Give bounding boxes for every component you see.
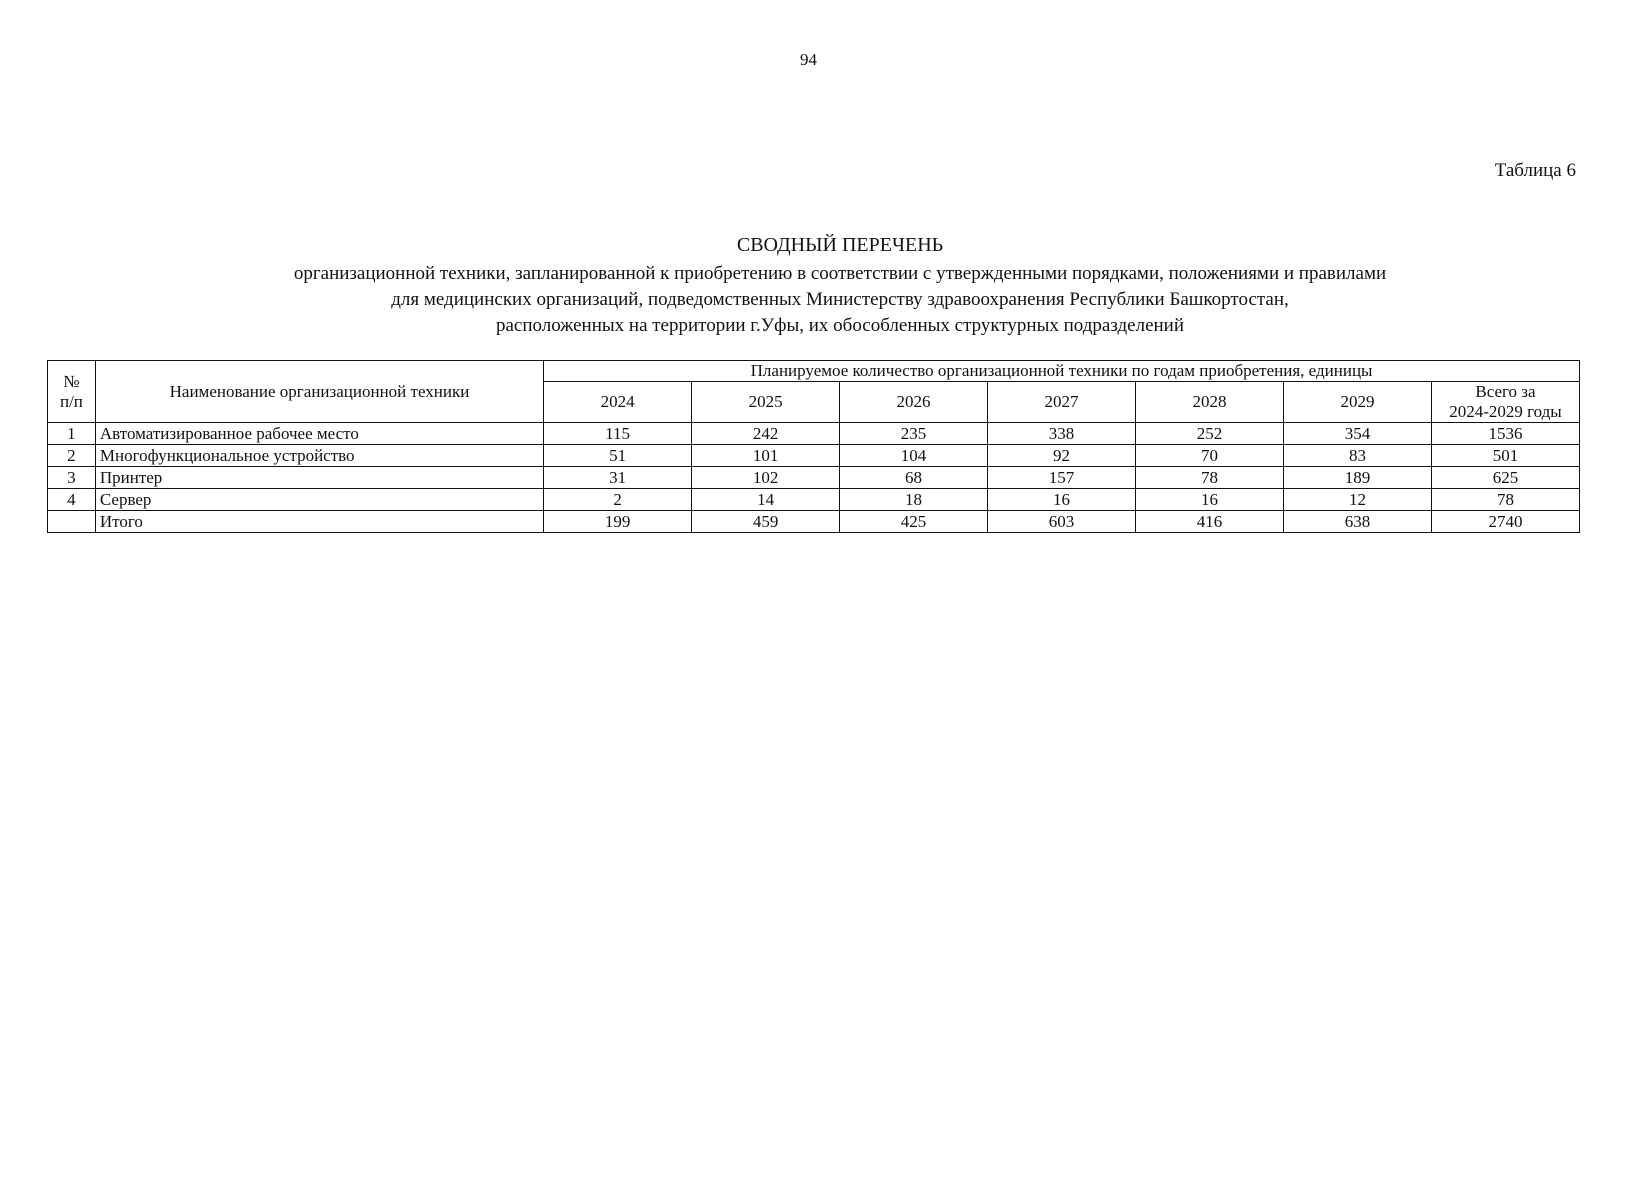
row-year-value: 70 [1136,445,1284,467]
header-year: 2026 [840,382,988,423]
row-year-value: 157 [988,467,1136,489]
header-number-line-1: № [63,371,80,391]
row-equipment-name: Сервер [95,489,543,511]
row-total-value: 2740 [1431,511,1579,533]
table-total-row [48,511,1580,533]
row-year-value: 51 [544,445,692,467]
header-total-line-2: 2024-2029 годы [1449,402,1562,421]
row-equipment-name: Автоматизированное рабочее место [95,423,543,445]
header-year: 2027 [988,382,1136,423]
row-total-value: 78 [1431,489,1579,511]
row-year-value: 242 [692,423,840,445]
row-year-value: 252 [1136,423,1284,445]
equipment-summary-table [47,360,1580,533]
header-planned-quantity: Планируемое количество организационной техники по годам приобретения, единицы [544,361,1580,382]
row-year-value: 16 [1136,489,1284,511]
row-year-value: 92 [988,445,1136,467]
row-year-value: 115 [544,423,692,445]
row-year-value: 78 [1136,467,1284,489]
header-year: 2028 [1136,382,1284,423]
row-year-value: 638 [1283,511,1431,533]
table-row [48,445,1580,467]
header-year: 2024 [544,382,692,423]
row-year-value: 235 [840,423,988,445]
row-equipment-name: Итого [95,511,543,533]
row-year-value: 101 [692,445,840,467]
row-year-value: 104 [840,445,988,467]
document-subtitle-line-3: расположенных на территории г.Уфы, их обособленных структурных подразделений [495,315,1185,336]
document-title: СВОДНЫЙ ПЕРЕЧЕНЬ [736,234,944,256]
table-row [48,423,1580,445]
row-year-value: 416 [1136,511,1284,533]
row-number [48,511,96,533]
row-year-value: 102 [692,467,840,489]
row-number: 2 [48,445,96,467]
row-year-value: 354 [1283,423,1431,445]
row-number: 1 [48,423,96,445]
header-year: 2025 [692,382,840,423]
header-total-line-1: Всего за [1475,382,1536,401]
row-year-value: 68 [840,467,988,489]
row-number: 3 [48,467,96,489]
row-year-value: 31 [544,467,692,489]
header-total [1431,382,1579,423]
row-equipment-name: Принтер [95,467,543,489]
header-number-line-2: п/п [59,391,83,411]
row-year-value: 338 [988,423,1136,445]
page-number: 94 [800,50,817,69]
row-year-value: 12 [1283,489,1431,511]
row-year-value: 14 [692,489,840,511]
row-number: 4 [48,489,96,511]
row-year-value: 603 [988,511,1136,533]
header-number [48,361,96,423]
row-total-value: 1536 [1431,423,1579,445]
table-body [48,423,1580,533]
document-subtitle-line-2: для медицинских организаций, подведомственных Министерству здравоохранения Республики Башкортостан, [391,289,1289,310]
document-heading [0,232,1640,339]
row-total-value: 625 [1431,467,1579,489]
row-equipment-name: Многофункциональное устройство [95,445,543,467]
document-subtitle-line-1: организационной техники, запланированной к приобретению в соответствии с утвержденными порядками, положениями и правилами [293,263,1387,284]
table-row [48,489,1580,511]
row-year-value: 189 [1283,467,1431,489]
table-label: Таблица 6 [1494,160,1576,181]
table-row [48,467,1580,489]
row-year-value: 199 [544,511,692,533]
row-year-value: 425 [840,511,988,533]
row-year-value: 83 [1283,445,1431,467]
row-year-value: 18 [840,489,988,511]
header-equipment-name: Наименование организационной техники [95,361,543,423]
header-year: 2029 [1283,382,1431,423]
row-year-value: 459 [692,511,840,533]
row-year-value: 16 [988,489,1136,511]
row-total-value: 501 [1431,445,1579,467]
row-year-value: 2 [544,489,692,511]
